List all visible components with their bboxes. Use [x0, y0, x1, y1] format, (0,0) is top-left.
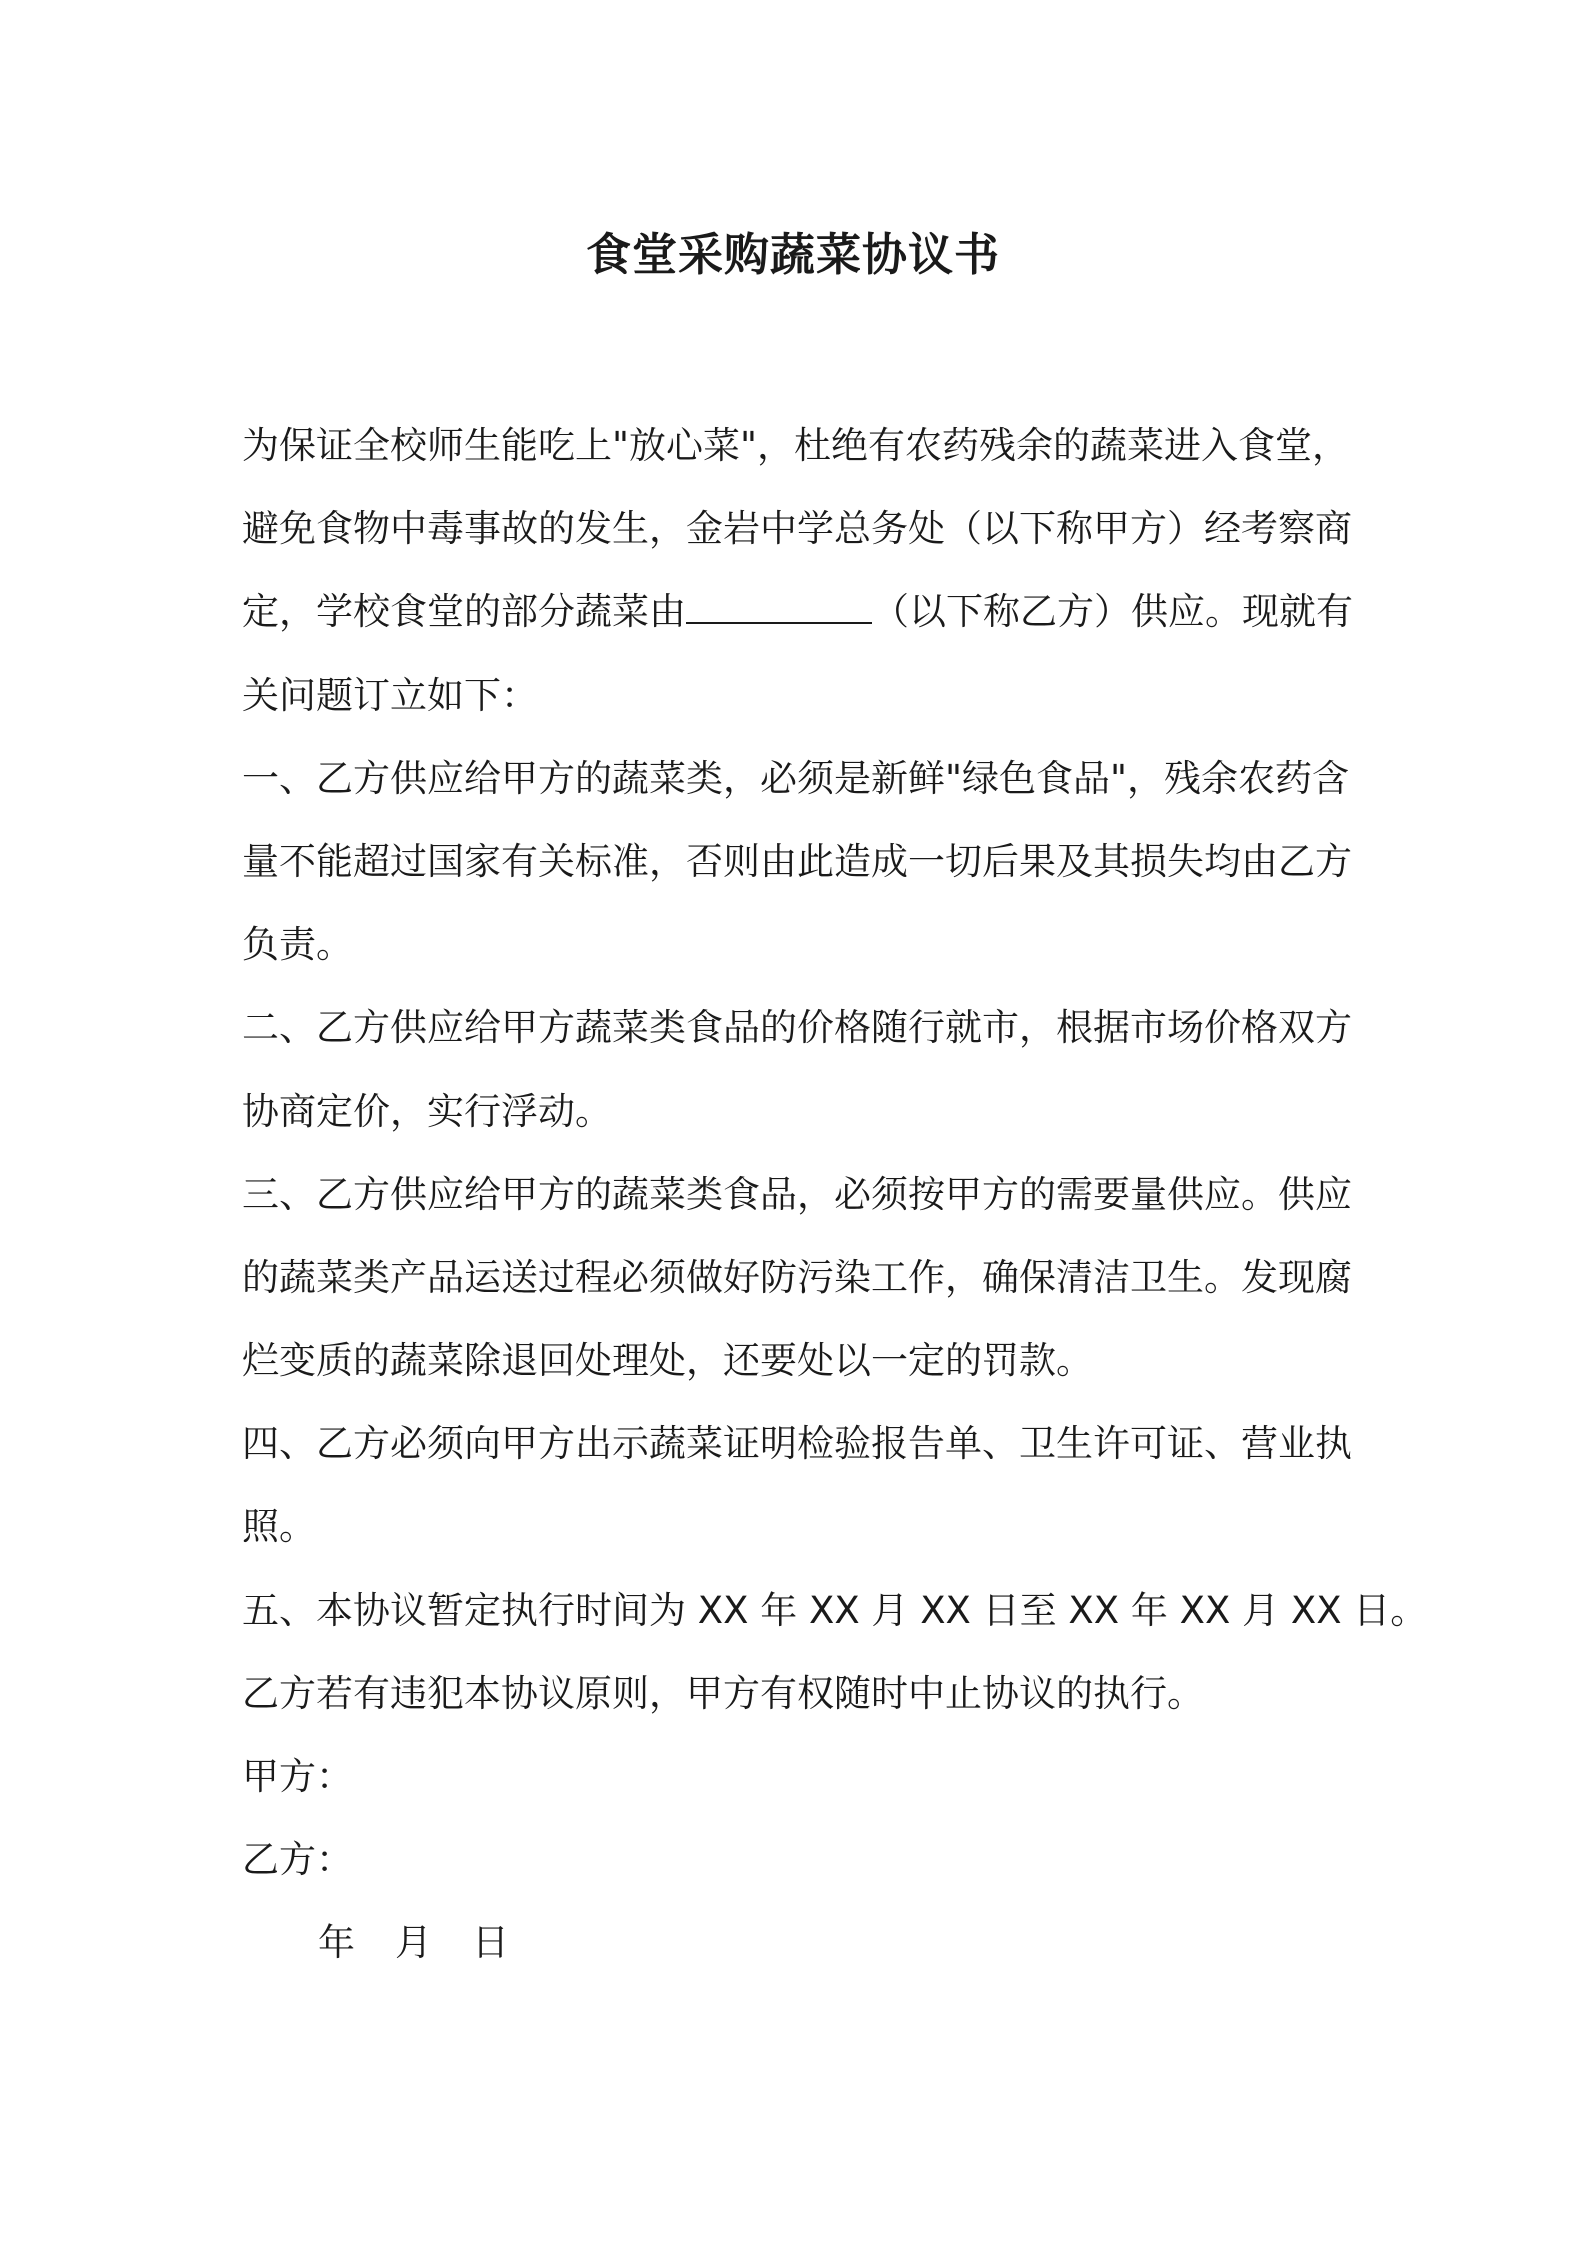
clause-5-line-1: 五、本协议暂定执行时间为 XX 年 XX 月 XX 日至 XX 年 XX 月 XX 日。 — [242, 1588, 1428, 1632]
date-year-label: 年 — [318, 1921, 355, 1965]
date-month-label: 月 — [395, 1921, 432, 1965]
clause-3-line-2: 的蔬菜类产品运送过程必须做好防污染工作，确保清洁卫生。发现腐 — [242, 1255, 1352, 1299]
intro-line-2: 避免食物中毒事故的发生，金岩中学总务处（以下称甲方）经考察商 — [242, 507, 1352, 551]
clause-1-line-1: 一、乙方供应给甲方的蔬菜类，必须是新鲜"绿色食品"，残余农药含 — [242, 756, 1350, 800]
party-a-signature: 甲方： — [242, 1755, 353, 1798]
document-body — [242, 404, 1428, 1985]
clause-3-line-3: 烂变质的蔬菜除退回处理处，还要处以一定的罚款。 — [242, 1339, 1093, 1383]
document-title: 食堂采购蔬菜协议书 — [585, 228, 1000, 281]
intro-line-3-start: 定，学校食堂的部分蔬菜由 — [242, 590, 686, 634]
clause-2-line-1: 二、乙方供应给甲方蔬菜类食品的价格随行就市，根据市场价格双方 — [242, 1006, 1352, 1050]
clause-3-line-1: 三、乙方供应给甲方的蔬菜类食品，必须按甲方的需要量供应。供应 — [242, 1172, 1352, 1216]
intro-line-3 — [242, 570, 1354, 653]
clause-5-line-2: 乙方若有违犯本协议原则，甲方有权随时中止协议的执行。 — [242, 1671, 1204, 1715]
clause-2-line-2: 协商定价，实行浮动。 — [242, 1089, 612, 1133]
clause-1-line-3: 负责。 — [242, 923, 353, 967]
date-day-label: 日 — [472, 1921, 509, 1965]
clause-4-line-2: 照。 — [242, 1505, 316, 1549]
supplier-name-blank — [686, 592, 872, 624]
intro-line-4: 关问题订立如下： — [242, 673, 538, 717]
intro-line-1: 为保证全校师生能吃上"放心菜"，杜绝有农药残余的蔬菜进入食堂， — [242, 424, 1350, 467]
intro-line-3-end: （以下称乙方）供应。现就有 — [872, 590, 1353, 634]
clause-4-line-1: 四、乙方必须向甲方出示蔬菜证明检验报告单、卫生许可证、营业执 — [242, 1422, 1352, 1466]
party-b-signature: 乙方： — [242, 1838, 353, 1882]
clause-1-line-2: 量不能超过国家有关标准，否则由此造成一切后果及其损失均由乙方 — [242, 839, 1352, 883]
signing-date — [242, 1901, 1354, 1984]
